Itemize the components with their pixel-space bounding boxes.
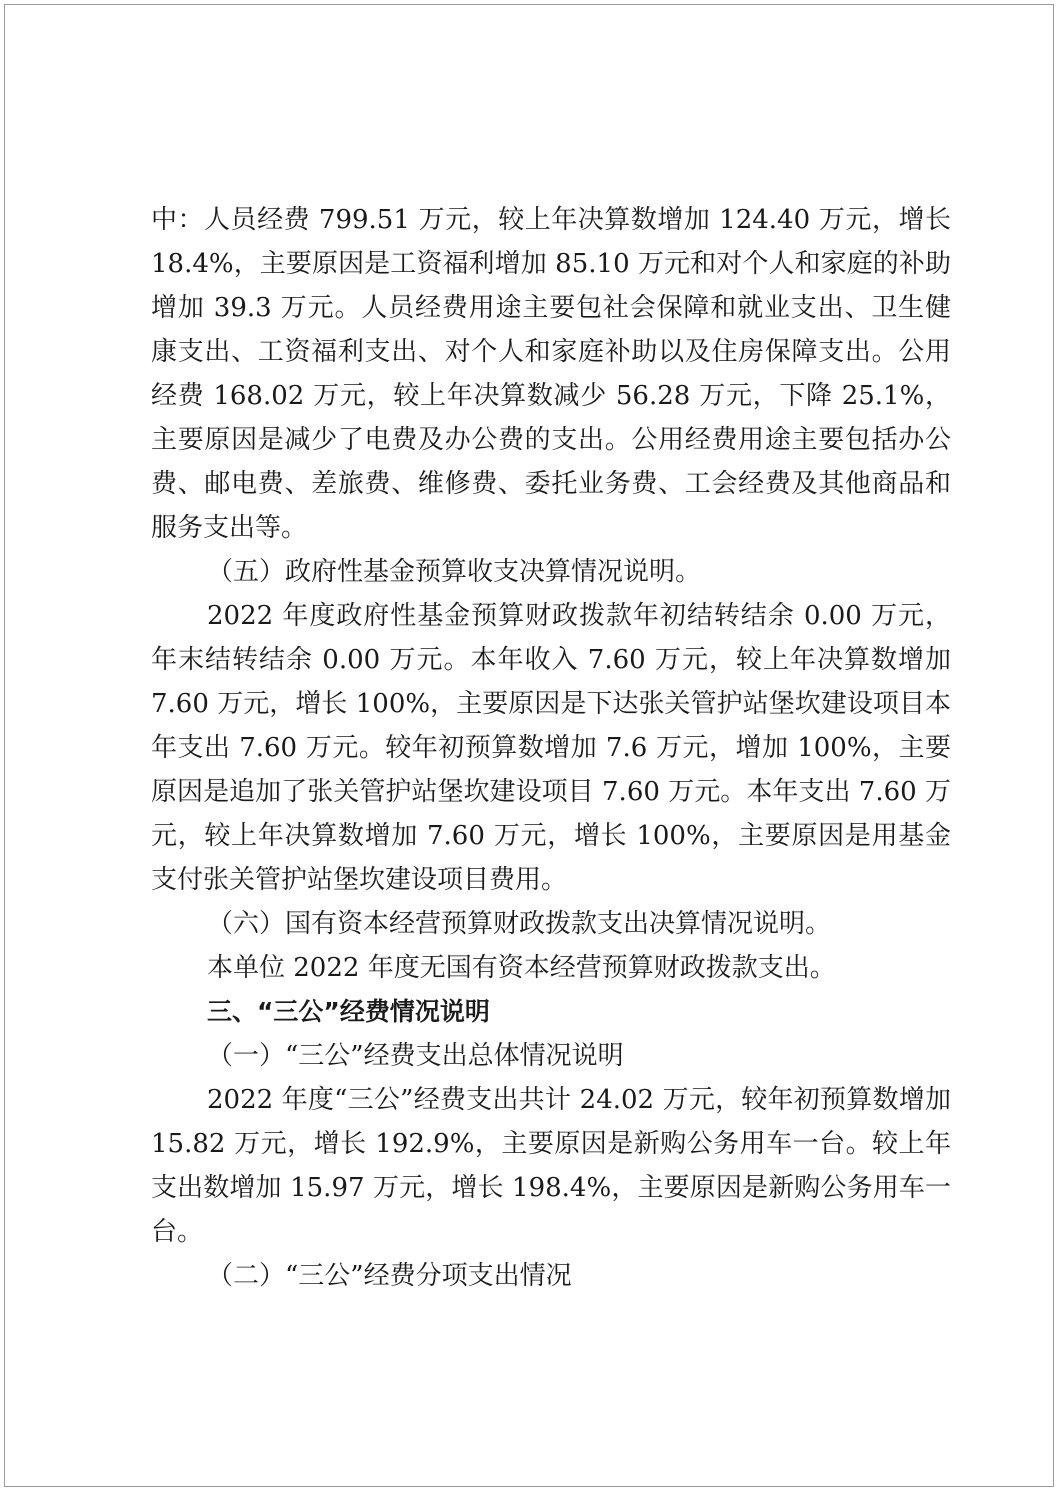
subheading-three-public-overall: （一）“三公”经费支出总体情况说明 — [207, 1041, 624, 1071]
section-heading-three-public: 三、“三公”经费情况说明 — [207, 997, 490, 1026]
subheading-government-fund: （五）政府性基金预算收支决算情况说明。 — [207, 557, 702, 587]
paragraph-government-fund: 2022 年度政府性基金预算财政拨款年初结转结余 0.00 万元，年末结转结余 0.00 万元。本年收入 7.60 万元，较上年决算数增加 7.60 万元，增长 100%，主要原因是下达张关管护站堡坎建设项目本年支出 7.60 万元。较年初预算数增加 7.6 万元，增加 100%，主要原因是追加了张关管护站堡坎建设项目 7.60 万元。本年支出 7.60 万元，较上年决算数增加 7.60 万元，增长 100%，主要原因是用基金支付张关管护站堡坎建设项目费用。 — [151, 601, 951, 895]
subheading-three-public-items: （二）“三公”经费分项支出情况 — [207, 1261, 572, 1291]
paragraph-three-public-overall: 2022 年度“三公”经费支出共计 24.02 万元，较年初预算数增加 15.82 万元，增长 192.9%，主要原因是新购公务用车一台。较上年支出数增加 15.97 万元，增长 198.4%，主要原因是新购公务用车一台。 — [151, 1085, 951, 1247]
paragraph-state-capital: 本单位 2022 年度无国有资本经营预算财政拨款支出。 — [207, 953, 836, 983]
document-page — [4, 4, 1054, 1487]
subheading-state-capital: （六）国有资本经营预算财政拨款支出决算情况说明。 — [207, 909, 832, 939]
document-body — [151, 198, 951, 1298]
paragraph-expenditure-details: 中：人员经费 799.51 万元，较上年决算数增加 124.40 万元，增长 18.4%，主要原因是工资福利增加 85.10 万元和对个人和家庭的补助增加 39.3 万元。人员经费用途主要包社会保障和就业支出、卫生健康支出、工资福利支出、对个人和家庭补助以及住房保障支出。公用经费 168.02 万元，较上年决算数减少 56.28 万元，下降 25.1%，主要原因是减少了电费及办公费的支出。公用经费用途主要包括办公费、邮电费、差旅费、维修费、委托业务费、工会经费及其他商品和服务支出等。 — [151, 205, 951, 543]
